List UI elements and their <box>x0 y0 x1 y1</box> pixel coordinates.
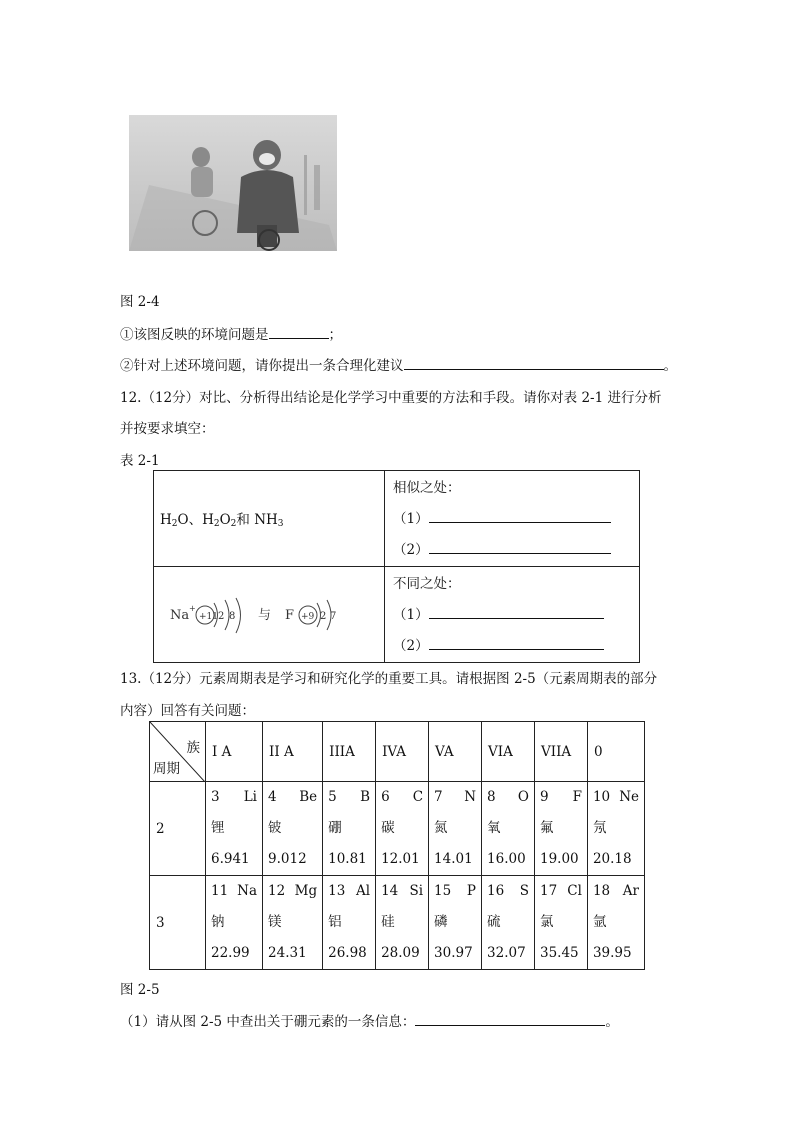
similarities-title: 相似之处： <box>393 480 461 496</box>
group-header: 0 <box>587 722 644 782</box>
q13-line1: 13.（12分）元素周期表是学习和研究化学的重要工具。请根据图 2-5（元素周期表的部分 <box>120 671 658 687</box>
atomic-mass: 26.98 <box>328 945 367 961</box>
period-number: 3 <box>150 876 206 970</box>
f-symbol: F <box>285 607 295 623</box>
answer-blank[interactable] <box>269 324 329 339</box>
element-cell <box>323 782 376 876</box>
atomic-mass: 12.01 <box>381 851 420 867</box>
header-period: 周期 <box>153 761 180 777</box>
element-cell <box>376 876 429 970</box>
element-symbol: C <box>412 789 424 805</box>
svg-text:+11: +11 <box>199 611 218 622</box>
group-header: VA <box>429 722 482 782</box>
svg-text:+9: +9 <box>301 611 315 622</box>
element-name: 碳 <box>381 820 395 836</box>
svg-text:2: 2 <box>320 610 327 622</box>
q13-sub1-prefix: （1）请从图 2-5 中查出关于硼元素的一条信息： <box>120 1014 416 1030</box>
item-label: （2） <box>393 638 429 654</box>
atomic-mass: 28.09 <box>381 945 420 961</box>
atomic-mass: 19.00 <box>539 851 579 867</box>
element-symbol: Cl <box>567 883 582 899</box>
element-cell <box>482 876 535 970</box>
smog-photo <box>129 115 337 251</box>
answer-blank[interactable] <box>429 604 604 619</box>
element-cell <box>206 876 263 970</box>
group-header: VIIA <box>534 722 587 782</box>
svg-text:7: 7 <box>330 610 337 622</box>
svg-text:2: 2 <box>218 610 225 622</box>
answer-blank[interactable] <box>415 1011 605 1026</box>
figure-2-5-caption: 图 2-5 <box>120 982 160 998</box>
q2-prefix: ②针对上述环境问题，请你提出一条合理化建议 <box>120 358 404 374</box>
atomic-number: 5 <box>328 789 337 805</box>
item-label: （2） <box>393 542 429 558</box>
item-label: （1） <box>393 607 429 623</box>
svg-text:8: 8 <box>229 610 236 622</box>
element-symbol: P <box>466 883 477 899</box>
group-header: II A <box>263 722 323 782</box>
atomic-number: 14 <box>381 883 399 899</box>
element-name: 铝 <box>328 914 342 930</box>
element-symbol: S <box>519 883 529 899</box>
formula-sub: 2 <box>213 519 220 529</box>
answer-blank[interactable] <box>429 508 611 523</box>
element-name: 氧 <box>487 820 501 836</box>
atomic-number: 13 <box>328 883 346 899</box>
group-header: IIIA <box>323 722 376 782</box>
atomic-structure-diagram <box>168 583 368 643</box>
element-name: 氯 <box>539 914 554 930</box>
atomic-number: 10 <box>592 789 611 805</box>
periodic-table-excerpt <box>149 721 645 970</box>
atomic-mass: 20.18 <box>592 851 632 867</box>
element-symbol: Al <box>356 883 371 899</box>
element-cell <box>206 782 263 876</box>
similarities-cell <box>385 471 640 567</box>
element-symbol: Si <box>409 883 424 899</box>
element-name: 钠 <box>211 914 225 930</box>
q13-sub1-suffix: 。 <box>605 1014 619 1030</box>
element-symbol: Ar <box>622 883 639 899</box>
atomic-number: 6 <box>381 789 390 805</box>
na-symbol: Na <box>170 607 190 623</box>
atomic-number: 7 <box>434 789 443 805</box>
element-symbol: Mg <box>294 883 318 899</box>
atomic-number: 16 <box>487 883 505 899</box>
group-header: I A <box>206 722 263 782</box>
element-cell <box>323 876 376 970</box>
question-suggestion <box>120 354 677 374</box>
element-cell <box>482 782 535 876</box>
element-name: 氩 <box>592 914 607 930</box>
element-cell <box>534 782 587 876</box>
table-2-1 <box>153 470 640 663</box>
element-symbol: O <box>517 789 529 805</box>
q13-sub1 <box>120 1010 619 1030</box>
atomic-number: 11 <box>211 883 229 899</box>
atomic-number: 18 <box>592 883 611 899</box>
atomic-number: 17 <box>539 883 558 899</box>
q12-line1: 12.（12分）对比、分析得出结论是化学学习中重要的方法和手段。请你对表 2-1 进行分析 <box>120 390 662 406</box>
period-number: 2 <box>150 782 206 876</box>
q1-suffix: ； <box>328 327 342 343</box>
compound-formulas <box>154 508 384 529</box>
element-name: 硼 <box>328 820 342 836</box>
question-environment-issue <box>120 323 342 343</box>
element-symbol: Na <box>237 883 258 899</box>
element-symbol: Be <box>299 789 318 805</box>
figure-2-4-caption: 图 2-4 <box>120 294 160 310</box>
element-name: 氖 <box>592 820 607 836</box>
atomic-mass: 14.01 <box>434 851 473 867</box>
na-charge: + <box>189 603 196 613</box>
element-name: 铍 <box>268 820 282 836</box>
formula-sub: 3 <box>277 519 284 529</box>
atomic-mass: 30.97 <box>434 945 473 961</box>
formula-part: H <box>160 512 172 528</box>
formula-sub: 2 <box>171 519 178 529</box>
element-symbol: B <box>360 789 371 805</box>
ion-diagram-cell <box>154 567 385 663</box>
differences-cell <box>385 567 640 663</box>
item-label: （1） <box>393 511 429 527</box>
q2-suffix: 。 <box>663 358 677 374</box>
difference-1 <box>385 600 639 631</box>
element-cell <box>263 782 323 876</box>
atomic-mass: 9.012 <box>268 851 307 867</box>
formula-part: O、H <box>177 512 214 528</box>
q12-line2: 并按要求填空： <box>120 421 215 437</box>
q1-prefix: ①该图反映的环境问题是 <box>120 327 269 343</box>
table-2-1-caption: 表 2-1 <box>120 453 160 469</box>
element-name: 硅 <box>381 914 395 930</box>
element-cell <box>429 782 482 876</box>
atomic-number: 3 <box>211 789 220 805</box>
and-text: 与 <box>258 607 272 623</box>
element-name: 氟 <box>539 820 554 836</box>
q13-line2: 内容）回答有关问题： <box>120 703 255 719</box>
atomic-number: 12 <box>268 883 286 899</box>
element-cell <box>587 876 644 970</box>
group-header: VIA <box>482 722 535 782</box>
element-name: 磷 <box>434 914 448 930</box>
atomic-mass: 6.941 <box>211 851 250 867</box>
formula-part: O <box>219 512 231 528</box>
element-name: 硫 <box>487 914 501 930</box>
element-symbol: Li <box>243 789 258 805</box>
element-name: 氮 <box>434 820 448 836</box>
group-header: IVA <box>376 722 429 782</box>
atomic-number: 9 <box>539 789 549 805</box>
answer-blank[interactable] <box>404 355 664 370</box>
similarity-2 <box>385 535 639 566</box>
answer-blank[interactable] <box>429 635 604 650</box>
element-symbol: N <box>464 789 477 805</box>
formula-part: 和 NH <box>236 512 278 528</box>
atomic-mass: 16.00 <box>487 851 526 867</box>
element-symbol: Ne <box>619 789 639 805</box>
header-corner-cell <box>150 722 206 782</box>
element-cell <box>587 782 644 876</box>
atomic-mass: 39.95 <box>592 945 632 961</box>
element-cell <box>263 876 323 970</box>
similarity-1 <box>385 504 639 535</box>
difference-2 <box>385 631 639 662</box>
header-group: 族 <box>186 740 200 756</box>
element-cell <box>376 782 429 876</box>
element-cell <box>429 876 482 970</box>
atomic-number: 15 <box>434 883 452 899</box>
compound-cell <box>154 471 385 567</box>
differences-title: 不同之处： <box>393 576 461 592</box>
atomic-number: 4 <box>268 789 277 805</box>
atomic-mass: 22.99 <box>211 945 250 961</box>
atomic-mass: 35.45 <box>539 945 579 961</box>
element-symbol: F <box>572 789 582 805</box>
formula-sub: 2 <box>230 519 237 529</box>
element-name: 锂 <box>211 820 225 836</box>
atomic-mass: 32.07 <box>487 945 526 961</box>
atomic-number: 8 <box>487 789 496 805</box>
element-cell <box>534 876 587 970</box>
atomic-mass: 10.81 <box>328 851 367 867</box>
atomic-mass: 24.31 <box>268 945 307 961</box>
answer-blank[interactable] <box>429 539 611 554</box>
element-name: 镁 <box>268 914 282 930</box>
